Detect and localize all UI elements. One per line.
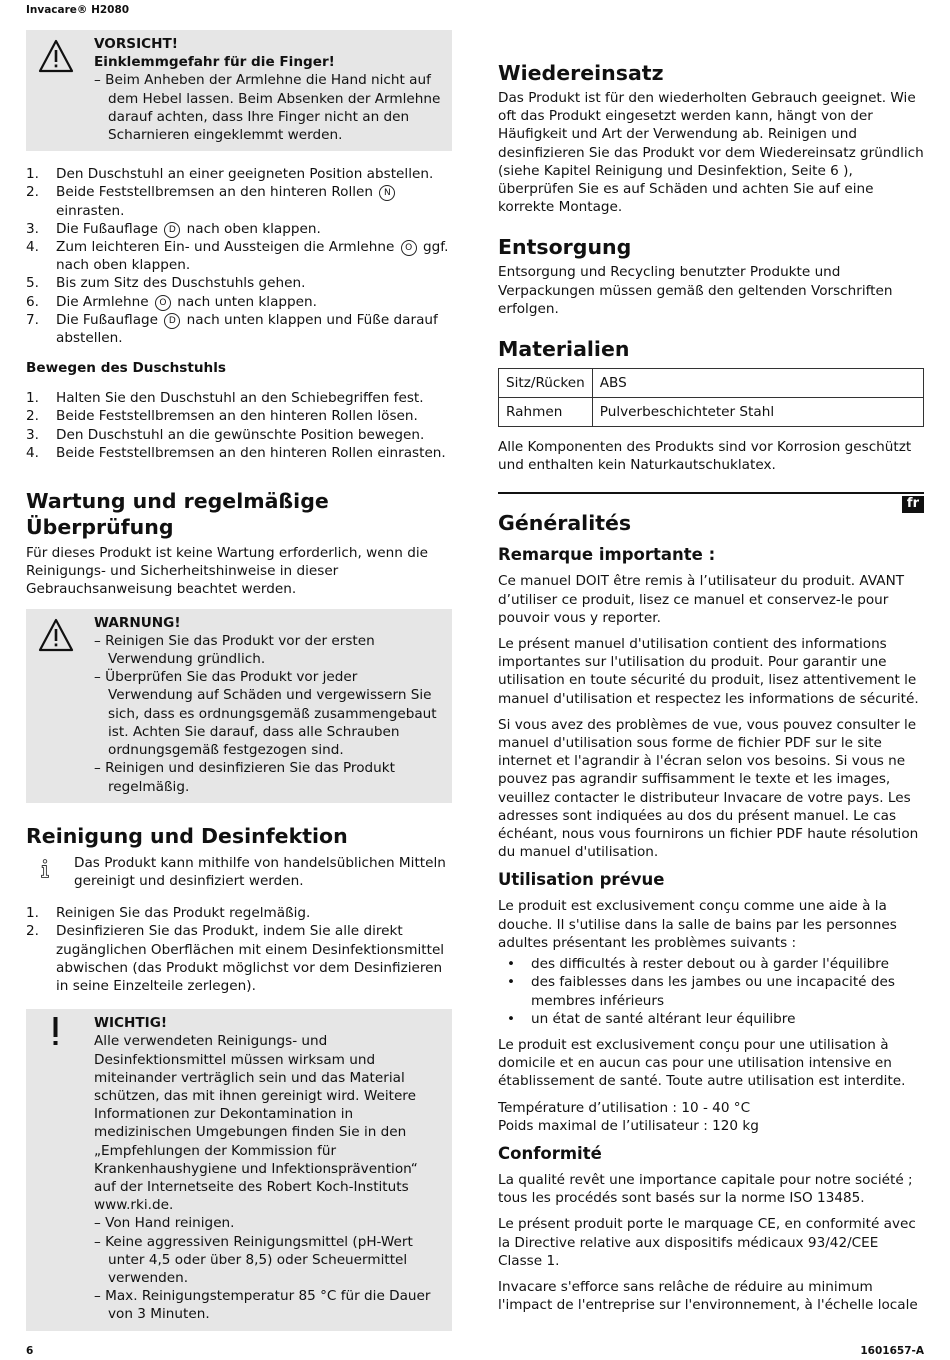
list-item: 1. Den Duschstuhl an einer geeigneten Position abstellen. — [26, 166, 434, 183]
warning-triangle-icon — [38, 39, 74, 73]
weight-spec: Poids maximal de l’utilisateur : 120 kg — [498, 1117, 759, 1134]
ref-marker: O — [401, 240, 417, 256]
warning-item: – Reinigen und desinfizieren Sie das Produkt regelmäßig. — [94, 759, 442, 795]
ref-marker: O — [155, 295, 171, 311]
right-column — [498, 30, 924, 1314]
caution-item: – Beim Anheben der Armlehne die Hand nicht auf dem Hebel lassen. Beim Absenken der Armlehne darauf achten, dass Ihre Finger nicht an den Scharnieren eingeklemmt werden. — [94, 71, 442, 144]
ref-marker: N — [379, 185, 395, 201]
list-item: • des difficultés à rester debout ou à garder l'équilibre — [498, 955, 924, 973]
ref-marker: D — [164, 313, 180, 329]
language-badge: fr — [902, 496, 924, 513]
list-item: 1. Reinigen Sie das Produkt regelmäßig. — [26, 905, 311, 922]
paragraph: Si vous avez des problèmes de vue, vous pouvez consulter le manuel d'utilisation sous forme de fichier PDF sur le site internet et l'agrandir à l'écran selon vos besoins. Si vous ne pouvez pas agrandir suffisamment le texte et les images, veuillez contacter le distributeur Invacare de votre pays. Les adresses sont indiquées au dos du présent manuel. Le cas échéant, nous vous fournirons un fichier PDF haute résolution du manuel d'utilisation. — [498, 716, 919, 861]
page-number: 6 — [26, 1345, 34, 1357]
list-item: 5. Bis zum Sitz des Duschstuhls gehen. — [26, 275, 306, 292]
cleaning-heading: Reinigung und Desinfektion — [26, 823, 348, 848]
warning-item: – Reinigen Sie das Produkt vor der ersten Verwendung gründlich. — [94, 632, 442, 668]
table-cell: Pulverbeschichteter Stahl — [592, 398, 923, 427]
paragraph: Le présent manuel d'utilisation contient des informations importantes sur l'utilisation du produit. Pour garantir une utilisation en toute sécurité du produit, lisez attentivement le manuel d'utilisation et respectez les informations de sécurité. — [498, 636, 919, 707]
exclamation-icon — [38, 1015, 74, 1049]
bullet-list — [498, 955, 924, 1028]
intended-use-heading: Utilisation prévue — [498, 870, 665, 890]
list-item: 2. Beide Feststellbremsen an den hinteren Rollen N einrasten. — [26, 183, 452, 219]
temperature-spec: Température d’utilisation : 10 - 40 °C — [498, 1099, 751, 1116]
important-item: – Von Hand reinigen. — [94, 1214, 442, 1232]
list-item: 4. Beide Feststellbremsen an den hinteren Rollen einrasten. — [26, 444, 446, 461]
table-row — [499, 369, 924, 398]
info-icon — [38, 856, 52, 882]
list-item: 6. Die Armlehne O nach unten klappen. — [26, 293, 317, 310]
steps-list-c — [26, 904, 452, 995]
paragraph: Le produit est exclusivement conçu pour une utilisation à domicile et en aucun cas pour une utilisation intensive en établissement de santé. Toute autre utilisation est interdite. — [498, 1036, 906, 1090]
left-column — [26, 30, 452, 1331]
list-item: • des faiblesses dans les jambes ou une incapacité des membres inférieurs — [498, 973, 924, 1009]
materials-text: Alle Komponenten des Produkts sind vor Korrosion geschützt und enthalten kein Naturkautschuklatex. — [498, 439, 912, 474]
section-divider — [498, 492, 924, 512]
reuse-heading: Wiedereinsatz — [498, 61, 664, 85]
ref-marker: D — [164, 222, 180, 238]
conformity-heading: Conformité — [498, 1143, 602, 1163]
list-item: 2. Beide Feststellbremsen an den hinteren Rollen lösen. — [26, 408, 418, 425]
maintenance-text: Für dieses Produkt ist keine Wartung erforderlich, wenn die Reinigungs- und Sicherheitshinweise in dieser Gebrauchsanweisung beachtet werden. — [26, 545, 428, 598]
list-item: 1. Halten Sie den Duschstuhl an den Schiebegriffen fest. — [26, 390, 424, 407]
disposal-text: Entsorgung und Recycling benutzter Produkte und Verpackungen müssen gemäß den geltenden Vorschriften erfolgen. — [498, 264, 893, 317]
warning-title: WARNUNG! — [94, 614, 181, 631]
caution-box — [26, 30, 452, 151]
steps-list-b — [26, 389, 452, 462]
running-header: Invacare® H2080 — [26, 4, 130, 16]
maintenance-heading: Wartung und regelmäßige Überprüfung — [26, 489, 329, 540]
materials-table — [498, 368, 924, 427]
list-item: 7. Die Fußauflage D nach unten klappen und Füße darauf abstellen. — [26, 311, 438, 347]
paragraph: Invacare s'efforce sans relâche de réduire au minimum l'impact de l'entreprise sur l'environnement, à l'échelle locale — [498, 1278, 918, 1314]
paragraph: Le présent produit porte le marquage CE, en conformité avec la Directive relative aux dispositifs médicaux 93/42/CEE Classe 1. — [498, 1216, 916, 1269]
steps-list-a — [26, 165, 452, 347]
materials-heading: Materialien — [498, 337, 630, 362]
disposal-heading: Entsorgung — [498, 235, 632, 260]
general-heading: Généralités — [498, 511, 632, 536]
warning-item: – Überprüfen Sie das Produkt vor jeder Verwendung auf Schäden und vergewissern Sie sich, dass es ordnungsgemäß zusammengebaut ist. Achten Sie darauf, dass alle Schrauben ordnungsgemäß festgezogen sind. — [94, 668, 442, 759]
table-cell: Rahmen — [499, 398, 593, 427]
list-item: 3. Die Fußauflage D nach oben klappen. — [26, 220, 321, 237]
important-title: WICHTIG! — [94, 1015, 168, 1032]
warning-box — [26, 609, 452, 803]
remark-heading: Remarque importante : — [498, 545, 716, 565]
table-row — [499, 398, 924, 427]
paragraph: La qualité revêt une importance capitale pour notre société ; tous les procédés sont basés sur la norme ISO 13485. — [498, 1171, 913, 1207]
info-note-text: Das Produkt kann mithilfe von handelsüblichen Mitteln gereinigt und desinfiziert werden. — [74, 854, 446, 889]
reuse-text: Das Produkt ist für den wiederholten Gebrauch geeignet. Wie oft das Produkt eingesetzt werden kann, hängt von der Häufigkeit und Art der Verwendung ab. Reinigen und desinfizieren Sie das Produkt vor dem Wiedereinsatz gründlich (siehe Kapitel Reinigung und Desinfektion, Seite 6 ), überprüfen Sie es auf Schäden und achten Sie auf eine korrekte Montage. — [498, 90, 924, 216]
warning-triangle-icon — [38, 618, 74, 652]
important-text: Alle verwendeten Reinigungs- und Desinfektionsmittel müssen wirksam und miteinander verträglich sein und das Material schützen, das mit ihnen gereinigt wird. Weitere Informationen zur Dekontamination in medizinischen Umgebungen finden Sie in den „Empfehlungen der Kommission für Krankenhaushygiene und Infektionsprävention“ auf der Internetseite des Robert Koch-Instituts www.rki.de. — [94, 1033, 418, 1214]
caution-subtitle: Einklemmgefahr für die Finger! — [94, 54, 335, 71]
paragraph: Le produit est exclusivement conçu comme une aide à la douche. Il s'utilise dans la salle de bains par les personnes adultes présentant les problèmes suivants : — [498, 898, 897, 951]
info-note — [26, 854, 452, 890]
move-heading: Bewegen des Duschstuhls — [26, 360, 226, 377]
list-item: • un état de santé altérant leur équilibre — [498, 1010, 924, 1028]
list-item: 4. Zum leichteren Ein- und Aussteigen die Armlehne O ggf. nach oben klappen. — [26, 239, 449, 274]
document-number: 1601657-A — [860, 1345, 924, 1357]
important-item: – Keine aggressiven Reinigungsmittel (pH-Wert unter 4,5 oder über 8,5) oder Scheuermittel verwenden. — [94, 1233, 442, 1288]
important-box — [26, 1009, 452, 1330]
important-item: – Max. Reinigungstemperatur 85 °C für die Dauer von 3 Minuten. — [94, 1287, 442, 1323]
paragraph: Ce manuel DOIT être remis à l’utilisateur du produit. AVANT d’utiliser ce produit, lisez ce manuel et conservez-le pour pouvoir vous y reporter. — [498, 573, 905, 626]
list-item: 3. Den Duschstuhl an die gewünschte Position bewegen. — [26, 426, 425, 443]
table-cell: ABS — [592, 369, 923, 398]
list-item: 2. Desinfizieren Sie das Produkt, indem Sie alle direkt zugänglichen Oberflächen mit einem Desinfektionsmittel abwischen (das Produkt möglichst vor dem Desinfizieren in seine Einzelteile zerlegen). — [26, 923, 445, 994]
caution-title: VORSICHT! — [94, 36, 178, 52]
table-cell: Sitz/Rücken — [499, 369, 593, 398]
